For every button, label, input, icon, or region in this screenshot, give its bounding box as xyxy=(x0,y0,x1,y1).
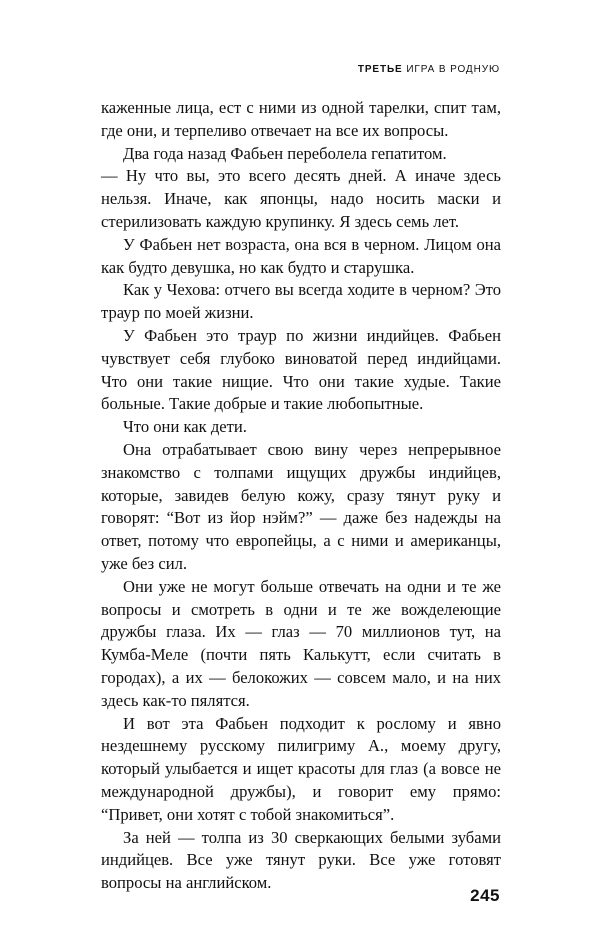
paragraph: каженные лица, ест с ними из одной тарелки, спит там, где они, и терпеливо отвечает на все их вопросы. xyxy=(101,98,501,140)
paragraph: У Фабьен нет возраста, она вся в черном. Лицом она как будто девушка, но как будто и старушка. xyxy=(101,234,501,277)
paragraph: Что они как дети. xyxy=(123,417,247,437)
paragraph: Два года назад Фабьен переболела гепатитом. xyxy=(123,143,447,163)
running-head-section: ТРЕТЬЕ xyxy=(357,64,403,75)
paragraph: — Ну что вы, это всего десять дней. А иначе здесь нельзя. Иначе, как японцы, надо носить маски и стерилизовать каждую крупинку. Я здесь семь лет. xyxy=(101,166,501,231)
body-text xyxy=(101,97,501,895)
running-head-title: ИГРА В РОДНУЮ xyxy=(406,64,500,75)
paragraph: Она отрабатывает свою вину через непрерывное знакомство с толпами ищущих дружбы индийцев, которые, завидев белую кожу, сразу тянут руку и говорят: “Вот из йор нэйм?” — даже без надежды на ответ, потому что европейцы, а с ними и американцы, уже без сил. xyxy=(101,439,501,573)
page-number: 245 xyxy=(470,886,500,905)
paragraph: За ней — толпа из 30 сверкающих белыми зубами индийцев. Все уже тянут руки. Все уже готовят вопросы на английском. xyxy=(101,827,501,893)
paragraph: Они уже не могут больше отвечать на одни и те же вопросы и смотреть в одни и те же вожделеющие дружбы глаза. Их — глаз — 70 миллионов тут, на Кумба-Меле (почти пять Калькутт, если считать в городах), а их — белокожих — совсем мало, и на них здесь как-то пялятся. xyxy=(101,576,501,710)
paragraph: У Фабьен это траур по жизни индийцев. Фабьен чувствует себя глубоко виноватой перед индийцами. Что они такие нищие. Что они такие худые. Такие больные. Такие добрые и такие любопытные. xyxy=(101,325,501,414)
running-head xyxy=(358,64,500,75)
paragraph: Как у Чехова: отчего вы всегда ходите в черном? Это траур по моей жизни. xyxy=(101,280,501,323)
paragraph: И вот эта Фабьен подходит к рослому и явно нездешнему русскому пилигриму А., моему другу, который улыбается и ищет красоты для глаз (а вовсе не международной дружбы), и говорит ему прямо: “Привет, они хотят с тобой знакомиться”. xyxy=(101,713,501,824)
